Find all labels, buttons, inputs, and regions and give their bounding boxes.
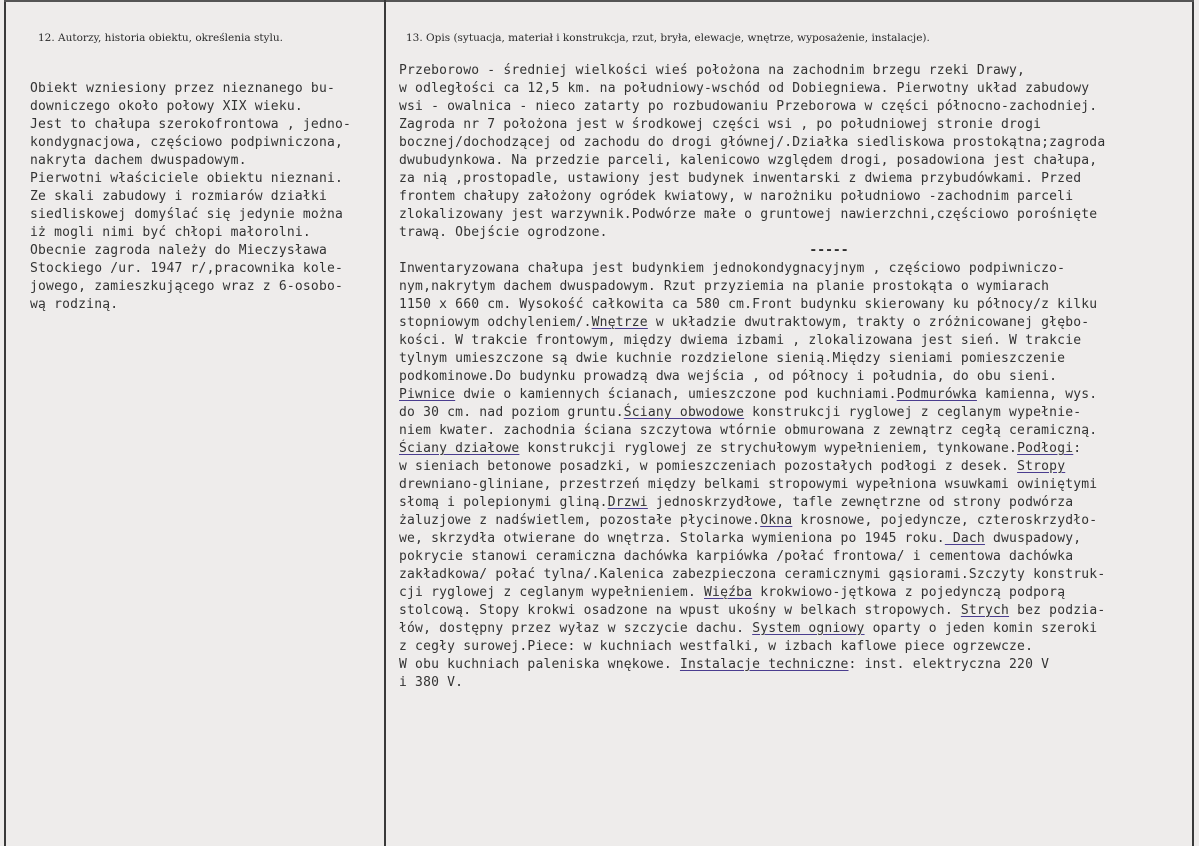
description-text-line: zlokalizowany jest warzywnik.Podwórze małe o gruntowej nawierzchni,częściowo porośnięte [399,207,1098,222]
history-text-line: Obiekt wzniesiony przez nieznanego bu- [30,81,336,96]
underlined-term: Ściany działowe [399,441,520,456]
description-text-line [399,458,1199,476]
description-text-line: za nią ,prostopadle, ustawiony jest budynek inwentarski z dwiema przybudówkami. Przed [399,171,1082,186]
underlined-term: Dach [944,531,985,546]
description-text-line: dwubudynkowa. Na przedzie parceli, kalenicowo względem drogi, posadowiona jest chałupa, [399,153,1098,168]
text-segment: w układzie dwutraktowym, trakty o zróżnicowanej głębo- [647,315,1090,330]
top-rule [4,0,1194,2]
text-segment: podkominowe.Do budynku prowadzą dwa wejścia , od północy i południa, do obu sieni. [399,369,1058,384]
column-divider [384,0,386,846]
description-text-line [399,350,1199,368]
description-text-line [399,278,1199,296]
description-text-line [399,620,1199,638]
description-text-line [399,566,1199,584]
underlined-term: System ogniowy [752,621,865,636]
text-segment: do 30 cm. nad poziom gruntu. [399,405,624,420]
underlined-term: Podmurówka [896,387,977,402]
text-segment: i 380 V. [399,675,464,690]
text-segment: cji ryglowej z ceglanym wypełnieniem. [399,585,705,600]
text-segment: słomą i polepionymi gliną. [399,495,608,510]
text-segment: krokwiowo-jętkowa z pojedynczą podporą [752,585,1066,600]
text-segment: pokrycie stanowi ceramiczna dachówka karpiówka /połać frontowa/ i cementowa dachówka [399,549,1074,564]
history-text-line: nakryta dachem dwuspadowym. [30,153,247,168]
text-segment: konstrukcji ryglowej ze strychułowym wypełnieniem, tynkowane. [519,441,1018,456]
description-text-line [399,530,1199,548]
underlined-term: Wnętrze [591,315,648,330]
description-text-line [399,602,1199,620]
section-separator: ----- [809,243,849,258]
description-text-line [399,368,1199,386]
text-segment: nym,nakrytym dachem dwuspadowym. Rzut przyziemia na planie prostokąta o wymiarach [399,279,1050,294]
description-text-line [399,674,1199,692]
description-text-line [399,296,1199,314]
description-text-line [399,260,1199,278]
section-12-header: 12. Autorzy, historia obiektu, określenia stylu. [38,32,283,44]
description-text-line [399,476,1199,494]
text-segment: krosnowe, pojedyncze, czteroskrzydło- [792,513,1098,528]
text-segment: : [1073,441,1082,456]
text-segment: stopniowym odchyleniem/. [399,315,592,330]
history-text-line: jowego, zamieszkującego wraz z 6-osobo- [30,279,344,294]
history-text-line: Jest to chałupa szerokofrontowa , jedno- [30,117,352,132]
description-text-line: frontem chałupy założony ogródek kwiatowy, w narożniku południowo -zachodnim parceli [399,189,1074,204]
description-text-line: trawą. Obejście ogrodzone. [399,225,608,240]
description-text-line [399,422,1199,440]
description-text-line [399,332,1199,350]
text-segment: z cegły surowej.Piece: w kuchniach westfalki, w izbach kaflowe piece ogrzewcze. [399,639,1034,654]
description-text-line: wsi - owalnica - nieco zatarty po rozbudowaniu Przeborowa w części północno-zachodniej. [399,99,1098,114]
history-column [30,80,382,314]
description-text-line: Zagroda nr 7 położona jest w środkowej części wsi , po południowej stronie drogi [399,117,1042,132]
description-text-line [399,584,1199,602]
text-segment: W obu kuchniach paleniska wnękowe. [399,657,680,672]
description-text-line: w odległości ca 12,5 km. na południowy-wschód od Dobiegniewa. Pierwotny układ zabudowy [399,81,1090,96]
description-text-line: Przeborowo - średniej wielkości wieś położona na zachodnim brzegu rzeki Drawy, [399,63,1026,78]
text-segment: oparty o jeden komin szeroki [864,621,1098,636]
description-text-line: bocznej/dochodzącej od zachodu do drogi głównej/.Działka siedliskowa prostokątna;zagroda [399,135,1106,150]
underlined-term: Drzwi [607,495,648,510]
underlined-term: Podłogi [1017,441,1074,456]
history-text-line: siedliskowej domyślać się jedynie można [30,207,344,222]
text-segment: kamienna, wys. [976,387,1098,402]
underlined-term: Więźba [704,585,753,600]
description-text-line [399,494,1199,512]
text-segment: Inwentaryzowana chałupa jest budynkiem jednokondygnacyjnym , częściowo podpiwniczo- [399,261,1066,276]
text-segment: stolcową. Stopy krokwi osadzone na wpust ukośny w belkach stropowych. [399,603,961,618]
history-text-line: Pierwotni właściciele obiektu nieznani. [30,171,344,186]
text-segment: zakładkowa/ połać tylna/.Kalenica zabezpieczona ceramicznymi gąsiorami.Szczyty konstruk- [399,567,1106,582]
text-segment: jednoskrzydłowe, tafle zewnętrzne od strony podwórza [647,495,1074,510]
section-13-header: 13. Opis (sytuacja, materiał i konstrukcja, rzut, bryła, elewacje, wnętrze, wyposażenie, instalacje). [406,32,930,44]
text-segment: we, skrzydła otwierane do wnętrza. Stolarka wymieniona po 1945 roku. [399,531,945,546]
underlined-term: Okna [760,513,793,528]
underlined-term: Ściany obwodowe [623,405,745,420]
text-segment: bez podzia- [1009,603,1106,618]
history-text-line: Obecnie zagroda należy do Mieczysława [30,243,327,258]
text-segment: w sieniach betonowe posadzki, w pomieszczeniach pozostałych podłogi z desek. [399,459,1018,474]
text-segment: łów, dostępny przez wyłaz w szczycie dachu. [399,621,753,636]
history-text-line: iż mogli nimi być chłopi małorolni. [30,225,311,240]
description-text-line [399,638,1199,656]
description-text-line [399,656,1199,674]
text-segment: tylnym umieszczone są dwie kuchnie rozdzielone sienią.Między sieniami pomieszczenie [399,351,1066,366]
description-text-line [399,548,1199,566]
history-text-line: kondygnacjowa, częściowo podpiwniczona, [30,135,344,150]
text-segment: dwuspadowy, [984,531,1082,546]
underlined-term: Strych [960,603,1010,618]
history-text-line: wą rodziną. [30,297,119,312]
text-segment: : inst. elektryczna 220 V [848,657,1050,672]
underlined-term: Piwnice [399,387,456,402]
history-text-line: Stockiego /ur. 1947 r/,pracownika kole- [30,261,344,276]
history-text-line: Ze skali zabudowy i rozmiarów działki [30,189,327,204]
text-segment: dwie o kamiennych ścianach, umieszczone pod kuchniami. [455,387,897,402]
description-text-line [399,512,1199,530]
text-segment: żaluzjowe z nadświetlem, pozostałe płycinowe. [399,513,761,528]
underlined-term: Instalacje techniczne [679,657,849,672]
description-text-line [399,386,1199,404]
text-segment: 1150 x 660 cm. Wysokość całkowita ca 580 cm.Front budynku skierowany ku północy/z kilku [399,297,1098,312]
text-segment: konstrukcji ryglowej z ceglanym wypełnie- [744,405,1082,420]
description-column [399,62,1199,692]
description-text-line [399,440,1199,458]
history-text-line: downiczego około połowy XIX wieku. [30,99,303,114]
underlined-term: Stropy [1017,459,1066,474]
text-segment: niem kwater. zachodnia ściana szczytowa wtórnie obmurowana z zewnątrz cegłą ceramiczną. [399,423,1098,438]
text-segment: kości. W trakcie frontowym, między dwiema izbami , zlokalizowana jest sień. W trakcie [399,333,1082,348]
description-text-line [399,314,1199,332]
description-text-line [399,404,1199,422]
text-segment: drewniano-gliniane, przestrzeń między belkami stropowymi wypełniona wsuwkami owiniętymi [399,477,1098,492]
